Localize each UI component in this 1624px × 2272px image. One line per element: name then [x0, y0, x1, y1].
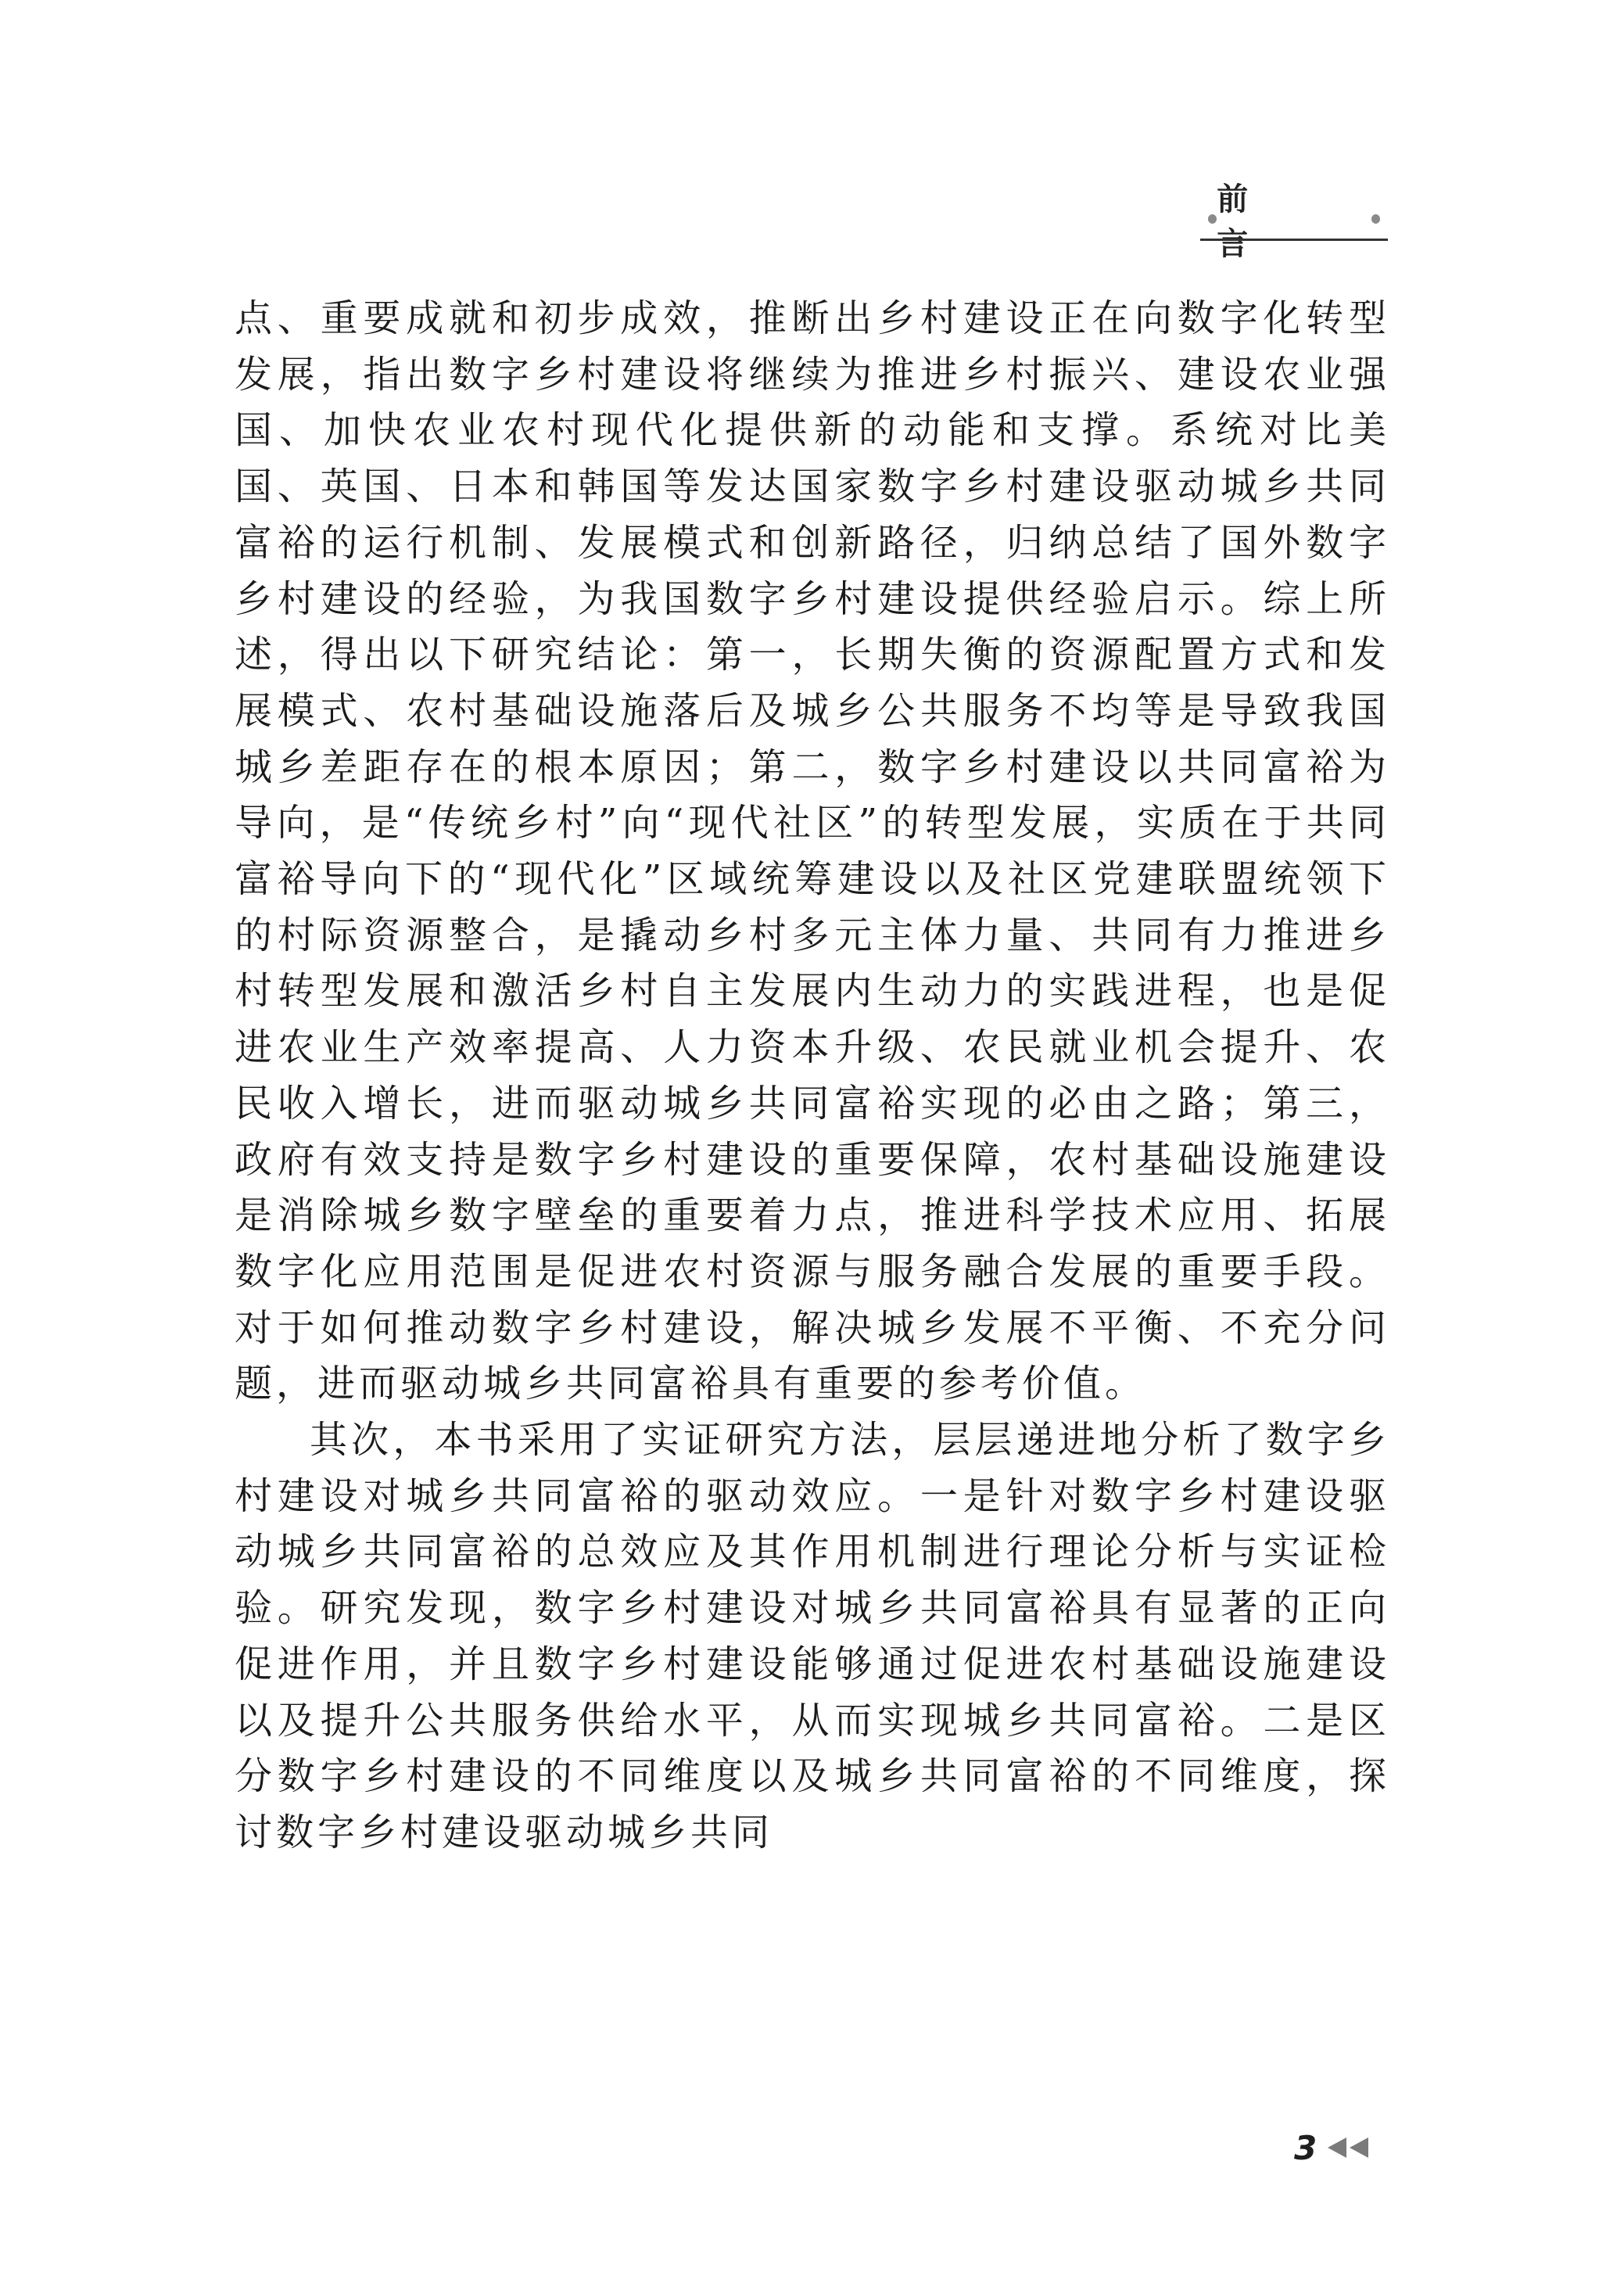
- page-number: 3: [1294, 2128, 1317, 2167]
- header-rule: [1200, 239, 1388, 241]
- running-header-title: 前 言: [1217, 181, 1296, 262]
- paragraph: 其次，本书采用了实证研究方法，层层递进地分析了数字乡村建设对城乡共同富裕的驱动效应。一是针对数字乡村建设驱动城乡共同富裕的总效应及其作用机制进行理论分析与实证检验。研究发现，数字乡村建设对城乡共同富裕具有显著的正向促进作用，并且数字乡村建设能够通过促进农村基础设施建设以及提升公共服务供给水平，从而实现城乡共同富裕。二是区分数字乡村建设的不同维度以及城乡共同富裕的不同维度，探讨数字乡村建设驱动城乡共同: [235, 1418, 1390, 1854]
- body-text: [235, 291, 1390, 1861]
- bullet-dot-icon: [1208, 214, 1217, 224]
- double-left-arrow-icon: [1350, 2137, 1368, 2158]
- running-header: [1200, 181, 1388, 262]
- double-left-arrow-icon: [1328, 2137, 1346, 2158]
- page-footer: [1294, 2126, 1371, 2170]
- paragraph-continued: 点、重要成就和初步成效，推断出乡村建设正在向数字化转型发展，指出数字乡村建设将继续为推进乡村振兴、建设农业强国、加快农业农村现代化提供新的动能和支撑。系统对比美国、英国、日本和韩国等发达国家数字乡村建设驱动城乡共同富裕的运行机制、发展模式和创新路径，归纳总结了国外数字乡村建设的经验，为我国数字乡村建设提供经验启示。综上所述，得出以下研究结论：第一，长期失衡的资源配置方式和发展模式、农村基础设施落后及城乡公共服务不均等是导致我国城乡差距存在的根本原因；第二，数字乡村建设以共同富裕为导向，是“传统乡村”向“现代社区”的转型发展，实质在于共同富裕导向下的“现代化”区域统筹建设以及社区党建联盟统领下的村际资源整合，是撬动乡村多元主体力量、共同有力推进乡村转型发展和激活乡村自主发展内生动力的实践进程，也是促进农业生产效率提高、人力资本升级、农民就业机会提升、农民收入增长，进而驱动城乡共同富裕实现的必由之路；第三，政府有效支持是数字乡村建设的重要保障，农村基础设施建设是消除城乡数字壁垒的重要着力点，推进科学技术应用、拓展数字化应用范围是促进农村资源与服务融合发展的重要手段。对于如何推动数字乡村建设，解决城乡发展不平衡、不充分问题，进而驱动城乡共同富裕具有重要的参考价值。: [235, 296, 1390, 1406]
- bullet-dot-icon: [1371, 214, 1380, 224]
